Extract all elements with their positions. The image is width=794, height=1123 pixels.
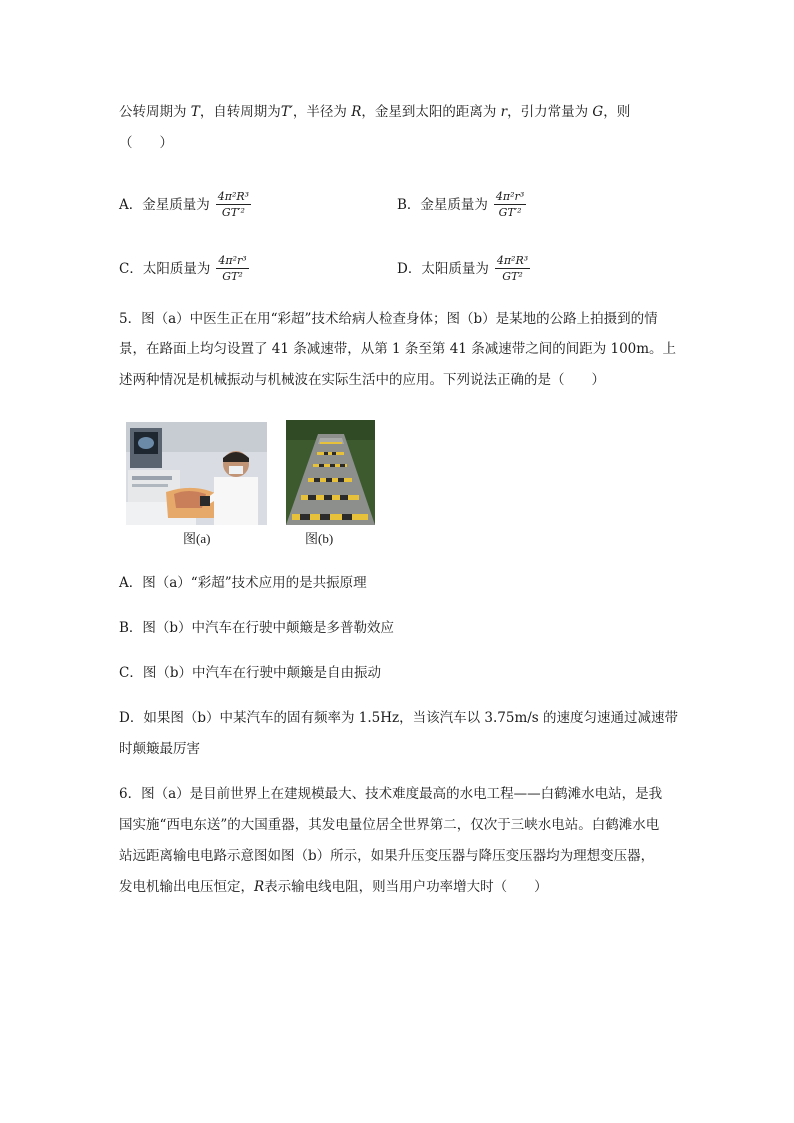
q4-option-c-formula: $\frac{\text{4π²r³}}{\text{GT²}}$ (218, 254, 247, 283)
figure-b-caption: 图(b) (305, 531, 334, 546)
figure-b-speed-bump-road-photo (286, 420, 375, 525)
q4-option-d-formula: $\frac{\text{4π²R³}}{\text{GT²}}$ (496, 254, 529, 283)
q5-option-d-continued: 时颠簸最厉害 (119, 741, 200, 757)
q6-stem-line2: 国实施“西电东送”的大国重器，其发电量位居全世界第二，仅次于三峡水电站。白鹤滩水电 (119, 817, 660, 833)
figure-a-caption: 图(a) (183, 531, 211, 546)
q5-stem-line3: 述两种情况是机械振动与机械波在实际生活中的应用。下列说法正确的是（ ） (119, 372, 605, 388)
q6-stem-line3: 站远距离输电电路示意图如图（b）所示，如果升压变压器与降压变压器均为理想变压器， (119, 848, 655, 864)
q4-option-b[interactable]: B．金星质量为 $\frac{\text{4π²r³}}{\text{GT′²}}$ (397, 190, 525, 219)
q6-stem-line1: 6．图（a）是目前世界上在建规模最大、技术难度最高的水电工程——白鹤滩水电站，是我 (119, 786, 663, 802)
q5-stem-line2: 景，在路面上均匀设置了 41 条减速带，从第 1 条至第 41 条减速带之间的间距为 100m。上 (119, 341, 677, 357)
figure-a-ultrasound-photo (126, 422, 267, 525)
q5-option-d[interactable]: D．如果图（b）中某汽车的固有频率为 1.5Hz，当该汽车以 3.75m/s 的速度匀速通过减速带 (119, 710, 679, 726)
q5-option-c[interactable]: C．图（b）中汽车在行驶中颠簸是自由振动 (119, 665, 381, 681)
q5-option-b[interactable]: B．图（b）中汽车在行驶中颠簸是多普勒效应 (119, 620, 395, 636)
q4-answer-paren: （ ） (119, 135, 173, 151)
q4-option-d[interactable]: D．太阳质量为 $\frac{\text{4π²R³}}{\text{GT²}}$ (397, 254, 529, 283)
q4-stem-line1: 公转周期为 T，自转周期为T′，半径为 R，金星到太阳的距离为 r，引力常量为 G，则 (119, 104, 631, 120)
q4-option-a[interactable]: A．金星质量为 $\frac{\text{4π²R³}}{\text{GT′²}}$ (119, 190, 250, 219)
q5-option-a[interactable]: A．图（a）“彩超”技术应用的是共振原理 (119, 575, 367, 591)
q4-option-b-formula: $\frac{\text{4π²r³}}{\text{GT′²}}$ (495, 190, 525, 219)
q6-stem-line4: 发电机输出电压恒定，R表示输电线电阻，则当用户功率增大时（ ） (119, 879, 548, 895)
q4-option-a-formula: $\frac{\text{4π²R³}}{\text{GT′²}}$ (217, 190, 250, 219)
q4-option-c[interactable]: C．太阳质量为 $\frac{\text{4π²r³}}{\text{GT²}}$ (119, 254, 247, 283)
q5-stem-line1: 5．图（a）中医生正在用“彩超”技术给病人检查身体；图（b）是某地的公路上拍摄到的情 (119, 311, 658, 327)
